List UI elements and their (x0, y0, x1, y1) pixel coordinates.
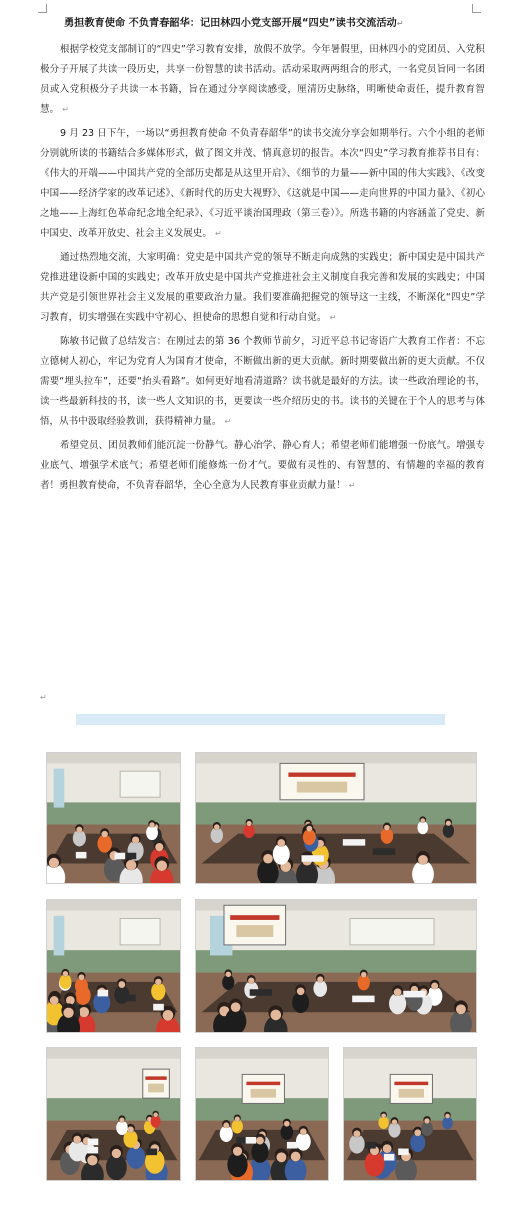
photo-drawing (47, 900, 180, 1032)
photo-drawing (196, 1048, 328, 1180)
paragraph-mark: ↵ (224, 417, 232, 426)
paragraph-3 (40, 248, 485, 328)
photo-meeting-4 (195, 899, 477, 1033)
paragraph-mark: ↵ (348, 481, 356, 490)
photo-drawing (196, 900, 476, 1032)
photo-meeting-5 (46, 1047, 181, 1181)
paragraph-mark: ↵ (214, 229, 222, 238)
article-title-text: 勇担教育使命 不负青春韶华：记田林四小党支部开展“四史”读书交流活动 (64, 18, 397, 29)
image-frame-header-bar (76, 714, 445, 725)
paragraph-2 (40, 124, 485, 244)
photo-meeting-6 (195, 1047, 329, 1181)
paragraph-mark: ↵ (329, 313, 337, 322)
photo-drawing (47, 1048, 180, 1180)
paragraph-text: 根据学校党支部制订的“四史”学习教育安排，放假不放学。今年暑假里，田林四小的党团员、入党积极分子开展了共读一段历史，共享一份智慧的读书活动。活动采取两两组合的形式，一名党员旨同一名团员或入党积极分子共读一本书籍，旨在通过分享阅读感受，厘清历史脉络，明晰使命责任，提升教育智慧。 (40, 44, 485, 115)
empty-paragraph-mark: ↵ (40, 693, 47, 702)
photo-meeting-2 (195, 752, 477, 884)
article-body (40, 40, 485, 500)
page-corner-mark-left (38, 4, 47, 13)
article-title (64, 16, 484, 32)
paragraph-4 (40, 332, 485, 432)
paragraph-1 (40, 40, 485, 120)
page-corner-mark-right (472, 4, 481, 13)
photo-drawing (47, 753, 180, 883)
photo-drawing (196, 753, 476, 883)
paragraph-text: 9 月 23 日下午，一场以“勇担教育使命 不负青春韶华”的读书交流分享会如期举行。六个小组的老师分别就所读的书籍结合多媒体形式，做了图文并茂、情真意切的报告。本次“四史”学习教育推荐书目有：《伟大的开端——中国共产党的全部历史都是从这里开启》、《细节的力量——新中国的伟大实践》、《改变中国——经济学家的改革记述》、《新时代的历史大视野》、《这就是中国——走向世界的中国力量》、《初心之地——上海红色革命纪念地全纪录》、《习近平谈治国理政（第三卷）》。所选书籍的内容涵盖了党史、新中国史、改革开放史、社会主义发展史。 (40, 128, 485, 239)
photo-meeting-7 (343, 1047, 477, 1181)
paragraph-text: 陈敏书记做了总结发言：在刚过去的第 36 个教师节前夕，习近平总书记寄语广大教育工作者：不忘立德树人初心，牢记为党育人为国育才使命，不断做出新的更大贡献。新时期要做出新的更大贡献。不仅需要“埋头拉车”，还要“抬头看路”。如何更好地看清道路？读书就是最好的方法。读一些政治理论的书，读一些最新科技的书，读一些人文知识的书，更要读一些介绍历史的书。读书的关键在于个人的思考与体悟，从书中汲取经验教训，获得精神力量。 (40, 336, 485, 427)
paragraph-mark: ↵ (62, 105, 69, 114)
paragraph-text: 希望党员、团员教师们能沉淀一份静气。静心治学、静心育人；希望老师们能增强一份底气。增强专业底气、增强学术底气；希望老师们能修炼一份才气。要做有灵性的、有智慧的、有情趣的幸福的教育者！勇担教育使命，不负青春韶华，全心全意为人民教育事业贡献力量！ (40, 440, 485, 491)
photo-drawing (344, 1048, 476, 1180)
paragraph-mark: ↵ (396, 19, 404, 28)
paragraph-5 (40, 436, 485, 496)
paragraph-text: 通过热烈地交流，大家明确：党史是中国共产党的领导不断走向成熟的实践史；新中国史是中国共产党推进建设新中国的实践史；改革开放史是中国共产党推进社会主义制度自我完善和发展的实践史；中国共产党是引领世界社会主义发展的重要政治力量。我们要准确把握党的领导这一主线，不断深化“四史”学习教育，切实增强在实践中守初心、担使命的思想自觉和行动自觉。 (40, 252, 485, 323)
photo-meeting-1 (46, 752, 181, 884)
photo-meeting-3 (46, 899, 181, 1033)
